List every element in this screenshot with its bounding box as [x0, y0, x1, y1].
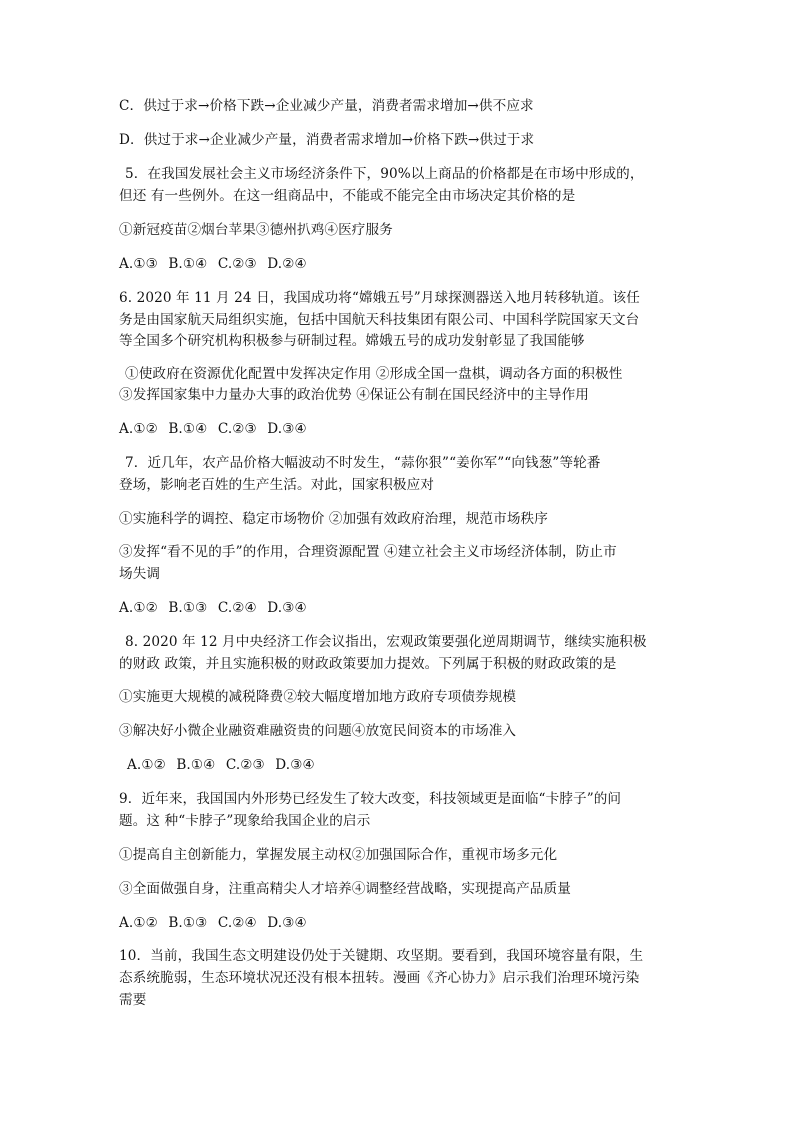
- question-8-items-1: ①实施更大规模的减税降费②较大幅度增加地方政府专项债券规模: [119, 689, 517, 705]
- question-6-options: A.①② B.①④ C.②③ D.③④: [119, 421, 307, 437]
- question-5-options: A.①③ B.①④ C.②③ D.②④: [119, 256, 307, 272]
- question-7-items-2-cont: 场失调: [119, 566, 161, 582]
- question-7-items-1: ①实施科学的调控、稳定市场物价 ②加强有效政府治理，规范市场秩序: [119, 511, 548, 527]
- question-8-items-2: ③解决好小微企业融资难融资贵的问题④放宽民间资本的市场准入: [119, 723, 517, 739]
- question-10-stem-cont-1: 态系统脆弱，生态环境状况还没有根本扭转。漫画《齐心协力》启示我们治理环境污染: [119, 970, 640, 986]
- question-9-items-1: ①提高自主创新能力，掌握发展主动权②加强国际合作，重视市场多元化: [119, 847, 558, 863]
- question-7-options: A.①② B.①③ C.②④ D.③④: [119, 600, 307, 616]
- question-9-stem-cont: 题。这 种“卡脖子”现象给我国企业的启示: [119, 813, 371, 829]
- question-8-stem: 8. 2020 年 12 月中央经济工作会议指出，宏观政策要强化逆周期调节，继续实施积极: [125, 634, 647, 650]
- question-7-stem: 7．近几年，农产品价格大幅波动不时发生，“蒜你狠”“姜你军”“向钱葱”等轮番: [125, 455, 601, 471]
- question-6-stem-cont-2: 等全国多个研究机构积极参与研制过程。嫦娥五号的成功发射彰显了我国能够: [119, 333, 585, 349]
- question-9-stem: 9．近年来，我国国内外形势已经发生了较大改变，科技领域更是面临“卡脖子”的问: [119, 791, 622, 807]
- question-10-stem-cont-2: 需要: [119, 992, 147, 1008]
- question-9-items-2: ③全面做强自身，注重高精尖人才培养④调整经营战略，实现提高产品质量: [119, 881, 571, 897]
- question-6-stem-cont-1: 务是由国家航天局组织实施，包括中国航天科技集团有限公司、中国科学院国家天文台: [119, 312, 640, 328]
- question-6-items-1: ①使政府在资源优化配置中发挥决定作用 ②形成全国一盘棋，调动各方面的积极性: [125, 366, 623, 382]
- question-5-stem-cont: 但还 有一些例外。在这一组商品中，不能或不能完全由市场决定其价格的是: [119, 188, 576, 204]
- option-c-text: C．供过于求→价格下跌→企业减少产量，消费者需求增加→供不应求: [119, 98, 534, 114]
- question-10-stem: 10．当前，我国生态文明建设仍处于关键期、攻坚期。要看到，我国环境容量有限，生: [119, 948, 644, 964]
- question-9-options: A.①② B.①③ C.②④ D.③④: [119, 915, 307, 931]
- question-6-items-2: ③发挥国家集中力量办大事的政治优势 ④保证公有制在国民经济中的主导作用: [119, 387, 590, 403]
- question-8-options: A.①② B.①④ C.②③ D.③④: [127, 757, 315, 773]
- question-5-stem: 5．在我国发展社会主义市场经济条件下，90%以上商品的价格都是在市场中形成的，: [125, 166, 644, 182]
- question-6-stem: 6. 2020 年 11 月 24 日，我国成功将“嫦娥五号”月球探测器送入地月转移轨道。该任: [119, 290, 640, 306]
- option-d-text: D．供过于求→企业减少产量，消费者需求增加→价格下跌→供过于求: [119, 132, 535, 148]
- question-8-stem-cont: 的财政 政策，并且实施积极的财政政策要加力提效。下列属于积极的财政政策的是: [119, 656, 617, 672]
- question-5-items: ①新冠疫苗②烟台苹果③德州扒鸡④医疗服务: [119, 222, 393, 238]
- question-7-items-2: ③发挥“看不见的手”的作用，合理资源配置 ④建立社会主义市场经济体制，防止市: [119, 544, 617, 560]
- question-7-stem-cont: 登场，影响老百姓的生产生活。对此，国家积极应对: [119, 477, 434, 493]
